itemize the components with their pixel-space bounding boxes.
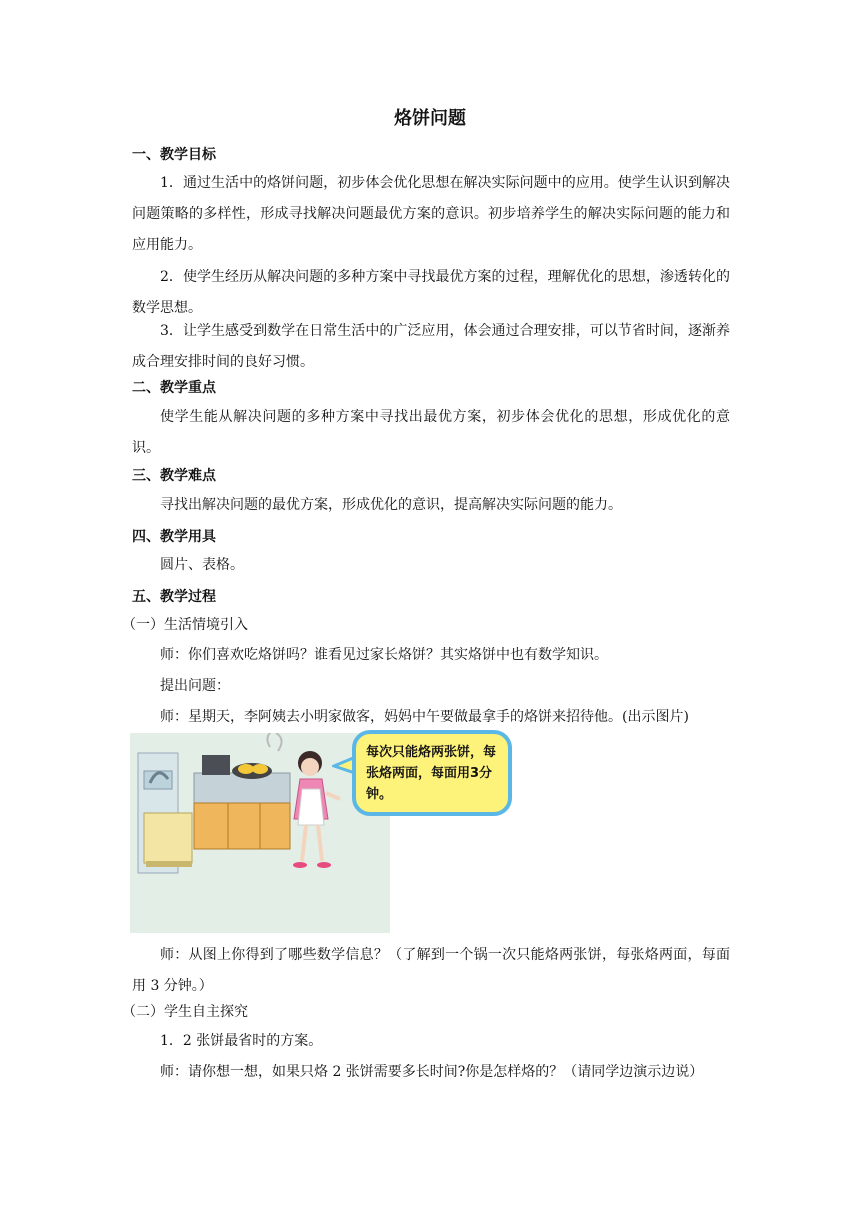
process-paragraph-2: 提出问题： [160, 678, 230, 694]
process-paragraph-5: 1．2 张饼最省时的方案。 [160, 1033, 323, 1049]
process-paragraph-1: 师：你们喜欢吃烙饼吗？谁看见过家长烙饼？其实烙饼中也有数学知识。 [160, 647, 608, 663]
section-heading-difficulty: 三、教学难点 [132, 468, 216, 484]
process-paragraph-3: 师：星期天，李阿姨去小明家做客，妈妈中午要做最拿手的烙饼来招待他。(出示图片) [160, 709, 689, 725]
process-part2-title: （二）学生自主探究 [122, 1004, 248, 1020]
section-heading-key-point: 二、教学重点 [132, 380, 216, 396]
process-paragraph-6: 师：请你想一想，如果只烙 2 张饼需要多长时间?你是怎样烙的？（请同学边演示边说） [160, 1064, 704, 1080]
key-point-paragraph: 使学生能从解决问题的多种方案中寻找出最优方案，初步体会优化的思想，形成优化的意识。 [132, 409, 730, 456]
goal-paragraph-2: 2．使学生经历从解决问题的多种方案中寻找最优方案的过程，理解优化的思想，渗透转化的数学思想。 [132, 269, 730, 316]
page-title: 烙饼问题 [394, 108, 466, 129]
section-heading-goals: 一、教学目标 [132, 147, 216, 163]
goal-paragraph-3: 3．让学生感受到数学在日常生活中的广泛应用，体会通过合理安排，可以节省时间，逐渐养成合理安排时间的良好习惯。 [132, 323, 730, 370]
speech-bubble: 每次只能烙两张饼，每张烙两面，每面用3分钟。 [352, 730, 512, 816]
tools-paragraph: 圆片、表格。 [160, 557, 244, 573]
process-part1-title: （一）生活情境引入 [122, 617, 248, 633]
section-heading-process: 五、教学过程 [132, 589, 216, 605]
goal-paragraph-1: 1．通过生活中的烙饼问题，初步体会优化思想在解决实际问题中的应用。使学生认识到解决问题策略的多样性，形成寻找解决问题最优方案的意识。初步培养学生的解决实际问题的能力和应用能力。 [132, 175, 730, 253]
process-paragraph-4: 师：从图上你得到了哪些数学信息？（了解到一个锅一次只能烙两张饼，每张烙两面，每面用 3 分钟。） [132, 947, 730, 994]
section-heading-tools: 四、教学用具 [132, 529, 216, 545]
difficulty-paragraph: 寻找出解决问题的最优方案，形成优化的意识，提高解决实际问题的能力。 [160, 497, 622, 513]
